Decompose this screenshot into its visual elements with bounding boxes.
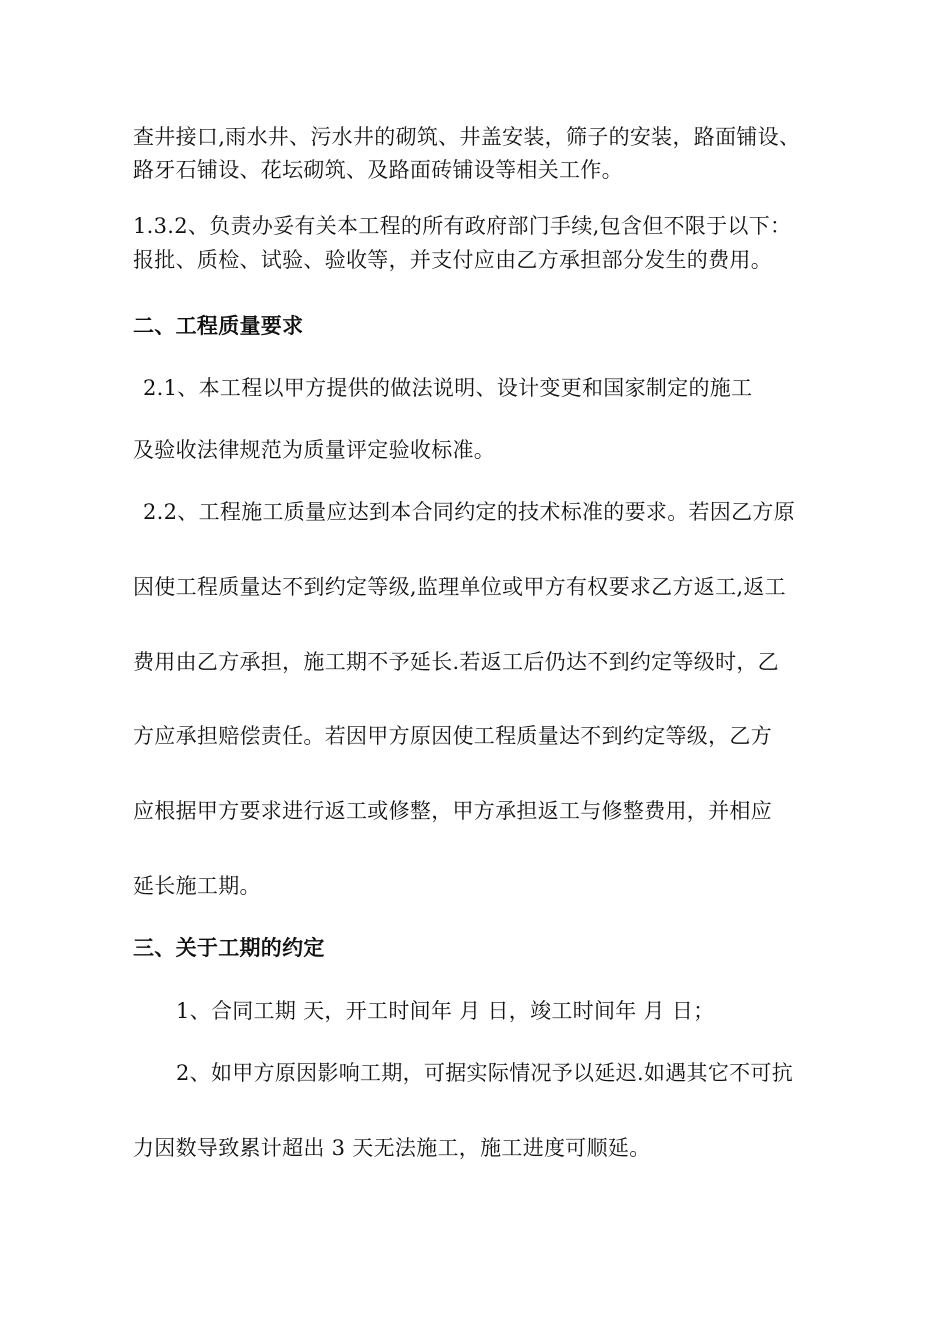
paragraph-line: 2、如甲方原因影响工期，可据实际情况予以延迟.如遇其它不可抗 xyxy=(176,1061,794,1085)
paragraph-line: 费用由乙方承担，施工期不予延长.若返工后仍达不到约定等级时，乙 xyxy=(133,650,779,674)
paragraph-line: 1、合同工期 天，开工时间年 月 日，竣工时间年 月 日； xyxy=(176,999,715,1023)
paragraph-line: 方应承担赔偿责任。若因甲方原因使工程质量达不到约定等级，乙方 xyxy=(133,724,772,748)
paragraph-line: 1.3.2、负责办妥有关本工程的所有政府部门手续,包含但不限于以下： xyxy=(133,214,792,238)
paragraph-line: 2.1、本工程以甲方提供的做法说明、设计变更和国家制定的施工 xyxy=(143,376,753,400)
section-heading: 二、工程质量要求 xyxy=(133,313,304,338)
paragraph-line: 报批、质检、试验、验收等，并支付应由乙方承担部分发生的费用。 xyxy=(133,248,772,272)
paragraph-line: 查井接口,雨水井、污水井的砌筑、井盖安装，筛子的安装，路面铺设、 xyxy=(133,125,801,149)
paragraph-line: 延长施工期。 xyxy=(133,874,261,898)
paragraph-line: 力因数导致累计超出 3 天无法施工，施工进度可顺延。 xyxy=(133,1136,651,1160)
section-heading: 三、关于工期的约定 xyxy=(133,935,325,960)
paragraph-line: 应根据甲方要求进行返工或修整，甲方承担返工与修整费用，并相应 xyxy=(133,799,772,823)
paragraph-line: 路牙石铺设、花坛砌筑、及路面砖铺设等相关工作。 xyxy=(133,158,623,182)
paragraph-line: 因使工程质量达不到约定等级,监理单位或甲方有权要求乙方返工,返工 xyxy=(133,575,786,599)
paragraph-line: 2.2、工程施工质量应达到本合同约定的技术标准的要求。若因乙方原 xyxy=(143,500,795,524)
paragraph-line: 及验收法律规范为质量评定验收标准。 xyxy=(133,438,496,462)
